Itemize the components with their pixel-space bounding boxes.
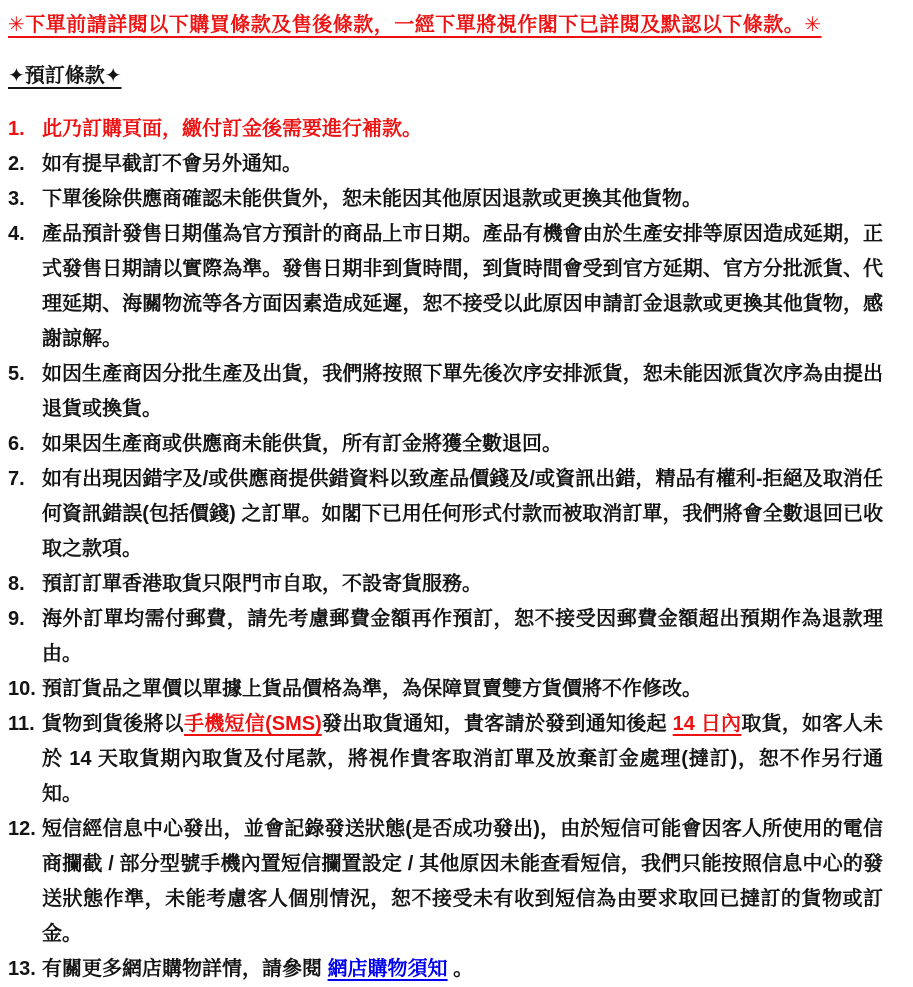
term-number: 3. xyxy=(8,188,25,210)
term-text xyxy=(42,153,302,175)
purchase-notice-header: ✳下單前請詳閱以下購買條款及售後條款，一經下單將視作閣下已詳閱及默認以下條款。✳ xyxy=(8,14,822,36)
term-text xyxy=(42,573,482,595)
term-text-segment: 短信經信息中心發出，並會記錄發送狀態(是否成功發出)，由於短信可能會因客人所使用的電信商攔截 / 部分型號手機內置短信攔置設定 / 其他原因未能查看短信，我們只能按照信息中心的發送狀態作準，未能考慮客人個別情況，恕不接受未有收到短信為由要求取回已撻訂的貨物或訂金。 xyxy=(42,818,883,945)
terms-list xyxy=(6,112,883,987)
term-number: 8. xyxy=(8,573,25,595)
highlighted-term-text: 手機短信(SMS) xyxy=(183,713,322,735)
term-text-segment: 如有提早截訂不會另外通知。 xyxy=(42,153,302,175)
term-item xyxy=(6,952,883,987)
term-item xyxy=(6,217,883,357)
term-text-segment: 取貨，如客人未於 14 天取貨期內取貨及付尾款，將視作貴客取消訂單及放棄訂金處理(撻訂)，恕不作另行通知。 xyxy=(42,713,884,805)
term-item xyxy=(6,462,883,567)
term-number: 4. xyxy=(8,223,25,245)
term-item xyxy=(6,357,883,427)
term-text xyxy=(42,818,883,945)
term-text-segment: 如果因生產商或供應商未能供貨，所有訂金將獲全數退回。 xyxy=(42,433,562,455)
term-number: 13. xyxy=(8,958,36,980)
term-text-segment: 如有出現因錯字及/或供應商提供錯資料以致產品價錢及/或資訊出錯，精品有權利-拒絕及取消任何資訊錯誤(包括價錢) 之訂單。如閣下已用任何形式付款而被取消訂單，我們將會全數退回已收取之款項。 xyxy=(42,468,883,560)
term-number: 10. xyxy=(8,678,36,700)
term-number: 6. xyxy=(8,433,25,455)
term-item xyxy=(6,427,883,462)
term-text xyxy=(42,363,883,420)
term-text-segment: 預訂訂單香港取貨只限門市自取，不設寄貨服務。 xyxy=(42,573,482,595)
term-text xyxy=(42,608,883,665)
term-text-segment: 。 xyxy=(447,958,474,980)
term-item xyxy=(6,182,883,217)
term-number: 2. xyxy=(8,153,25,175)
preorder-terms-title: ✦預訂條款✦ xyxy=(8,65,122,87)
term-item xyxy=(6,112,883,147)
term-number: 7. xyxy=(8,468,25,490)
highlighted-term-text: 14 日內 xyxy=(672,713,742,735)
term-text xyxy=(42,713,883,805)
term-number: 9. xyxy=(8,608,25,630)
term-item xyxy=(6,147,883,182)
term-text-segment: 此乃訂購頁面，繳付訂金後需要進行補款。 xyxy=(42,118,422,140)
term-text xyxy=(42,958,473,980)
term-text-segment: 有關更多網店購物詳情，請參閱 xyxy=(42,958,328,980)
term-text-segment: 貨物到貨後將以 xyxy=(42,713,184,735)
term-text xyxy=(42,433,562,455)
term-text xyxy=(42,223,883,350)
term-text-segment: 發出取貨通知，貴客請於發到通知後起 xyxy=(321,713,673,735)
term-number: 5. xyxy=(8,363,25,385)
term-text-segment: 下單後除供應商確認未能供貨外，恕未能因其他原因退款或更換其他貨物。 xyxy=(42,188,702,210)
term-number: 1. xyxy=(8,118,25,140)
term-text xyxy=(42,118,422,140)
term-item xyxy=(6,812,883,952)
term-text-segment: 如因生產商因分批生產及出貨，我們將按照下單先後次序安排派貨，恕未能因派貨次序為由提出退貨或換貨。 xyxy=(42,363,883,420)
term-number: 11. xyxy=(8,713,35,735)
term-item xyxy=(6,602,883,672)
term-text xyxy=(42,188,702,210)
term-item xyxy=(6,707,883,812)
term-text-segment: 海外訂單均需付郵費，請先考慮郵費金額再作預訂，恕不接受因郵費金額超出預期作為退款理由。 xyxy=(42,608,883,665)
term-text xyxy=(42,678,702,700)
term-number: 12. xyxy=(8,818,36,840)
store-shopping-guide-link[interactable]: 網店購物須知 xyxy=(327,958,448,980)
term-item xyxy=(6,567,883,602)
term-text-segment: 產品預計發售日期僅為官方預計的商品上市日期。產品有機會由於生產安排等原因造成延期，正式發售日期請以實際為準。發售日期非到貨時間，到貨時間會受到官方延期、官方分批派貨、代理延期、海關物流等各方面因素造成延遲，恕不接受以此原因申請訂金退款或更換其他貨物，感謝諒解。 xyxy=(42,223,883,350)
term-text-segment: 預訂貨品之單價以單據上貨品價格為準，為保障買賣雙方貨價將不作修改。 xyxy=(42,678,702,700)
term-text xyxy=(42,468,883,560)
term-item xyxy=(6,672,883,707)
